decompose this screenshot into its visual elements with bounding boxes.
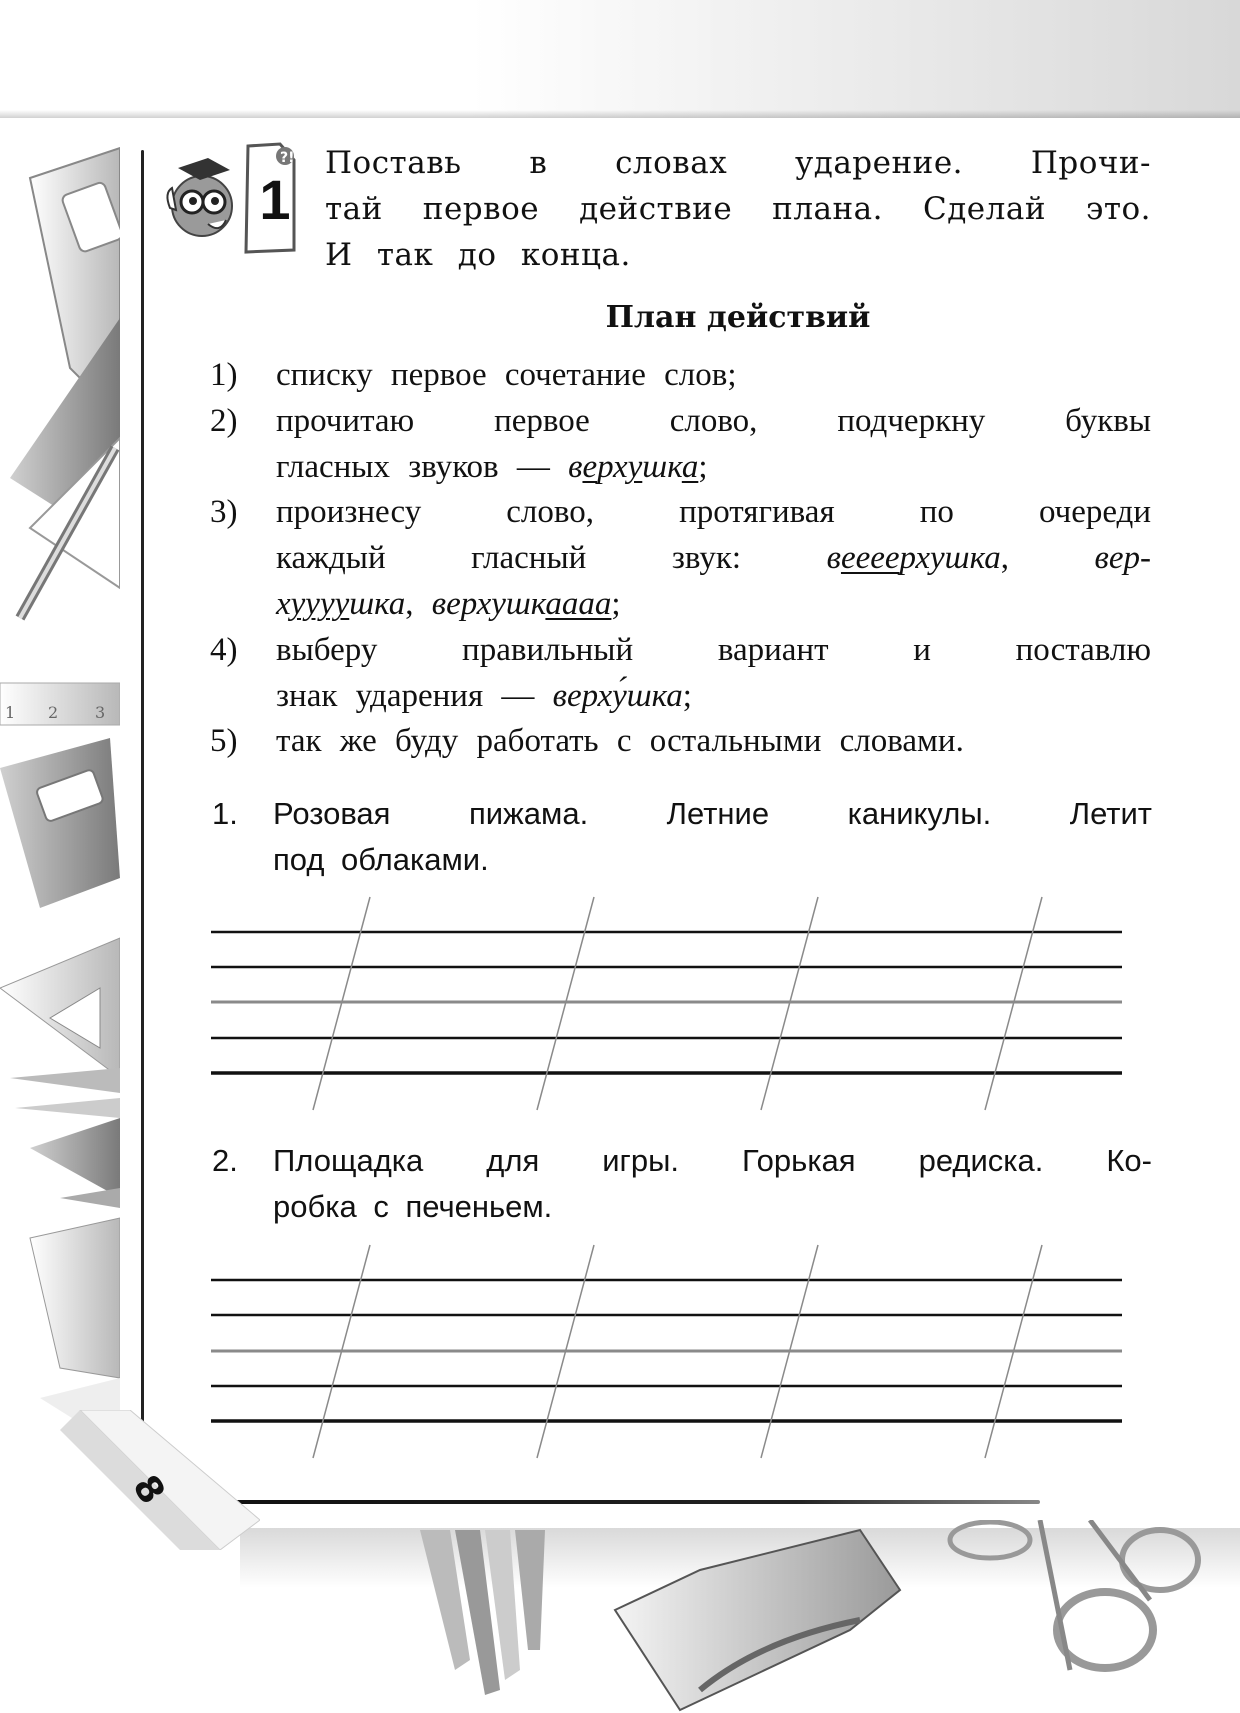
exercise-text-line: Розовая пижама. Летние каникулы. Летит: [273, 796, 1152, 831]
plan-text-segment: х: [276, 585, 291, 622]
plan-item-text: [276, 719, 1151, 765]
plan-item: [210, 719, 1151, 765]
plan-text-segment: каждый гласный звук:: [276, 540, 827, 577]
plan-text-segment: так же буду работать с остальными словами.: [276, 723, 964, 760]
writing-grid-1[interactable]: [211, 895, 1122, 1125]
exercise-2: [212, 1138, 1152, 1230]
plan-item-text: [276, 490, 1151, 536]
plan-item-number: 1): [210, 357, 238, 393]
plan-item: [210, 628, 1151, 674]
plan-text-segment: ;: [611, 585, 621, 622]
plan-text-segment: выберу правильный вариант и поставлю: [276, 631, 1151, 668]
plan-text-segment: шка: [349, 585, 406, 622]
plan-text-segment: вер-: [1094, 540, 1152, 577]
plan-text-segment: ,: [405, 585, 432, 622]
plan-item: [210, 582, 1151, 628]
underlined-vowel: е: [582, 448, 598, 485]
plan-item-number: 5): [210, 723, 238, 760]
plan-text-segment: верхушк: [431, 585, 546, 622]
instruction-line: Поставь в словах ударение. Прочи-: [325, 145, 1151, 181]
exercise-1: [212, 791, 1152, 883]
exercise-text-line: робка с печеньем.: [273, 1189, 553, 1224]
exercise-number: 1.: [212, 796, 238, 831]
plan-text-segment: рх: [597, 448, 628, 485]
writing-grid-2[interactable]: [211, 1243, 1122, 1473]
underlined-vowel: у: [627, 448, 643, 485]
plan-item-number: 4): [210, 631, 238, 668]
plan-item-number: 3): [210, 494, 238, 531]
plan-list: [210, 353, 1151, 765]
top-decorative-band: [0, 0, 1240, 118]
plan-text-segment: шк: [642, 448, 682, 485]
handwriting-lines: [211, 1243, 1122, 1473]
underlined-vowel: ееее: [840, 540, 900, 577]
plan-item: [210, 490, 1151, 536]
plan-item-text: [276, 582, 1151, 628]
plan-text-segment: списку первое сочетание слов;: [276, 357, 737, 393]
plan-text-segment: ;: [698, 448, 708, 485]
underlined-vowel: аааа: [545, 585, 612, 622]
plan-text-segment: знак ударения —: [276, 677, 553, 714]
plan-text-segment: рхушка: [899, 540, 1001, 577]
svg-text:?!: ?!: [280, 150, 295, 166]
stationery-illustration-left: [0, 118, 125, 1518]
plan-title: План действий: [605, 300, 871, 335]
svg-text:1: 1: [5, 703, 16, 722]
exercise-text-line: под облаками.: [273, 842, 489, 877]
plan-item-text: [276, 445, 1151, 491]
underlined-vowel: а: [681, 448, 699, 485]
plan-item-number: 2): [210, 402, 238, 439]
plan-item-text: [276, 353, 1151, 399]
plan-text-segment: верху́шка: [552, 677, 683, 714]
svg-text:3: 3: [95, 703, 106, 722]
handwriting-lines: [211, 895, 1122, 1125]
plan-item: [210, 399, 1151, 445]
svg-text:2: 2: [48, 703, 59, 722]
instruction-line: И так до конца.: [325, 237, 631, 273]
plan-item-text: [276, 674, 1151, 720]
plan-text-segment: в: [568, 448, 583, 485]
task-instruction: [325, 140, 1151, 278]
plan-text-segment: прочитаю первое слово, подчеркну буквы: [276, 402, 1151, 439]
plan-item-text: [276, 536, 1151, 582]
exercise-text-line: Площадка для игры. Горькая редиска. Ко-: [273, 1143, 1152, 1178]
plan-item-text: [276, 399, 1151, 445]
plan-text-segment: произнесу слово, протягивая по очереди: [276, 494, 1151, 531]
instruction-line: тай первое действие плана. Сделай это.: [325, 191, 1151, 227]
plan-text-segment: в: [826, 540, 841, 577]
underlined-vowel: уууу: [290, 585, 350, 622]
plan-text-segment: ,: [1000, 540, 1095, 577]
plan-text-segment: ;: [682, 677, 692, 714]
exercise-number: 2.: [212, 1143, 238, 1178]
plan-item: [210, 674, 1151, 720]
plan-item: [210, 353, 1151, 399]
plan-text-segment: гласных звуков —: [276, 448, 569, 485]
page-number: 8: [124, 1468, 173, 1512]
task-number-badge: 1: [259, 168, 291, 231]
plan-item: [210, 536, 1151, 582]
plan-item: [210, 445, 1151, 491]
bottom-rule: [228, 1500, 1040, 1504]
plan-item-text: [276, 628, 1151, 674]
margin-rule: [141, 150, 144, 1490]
